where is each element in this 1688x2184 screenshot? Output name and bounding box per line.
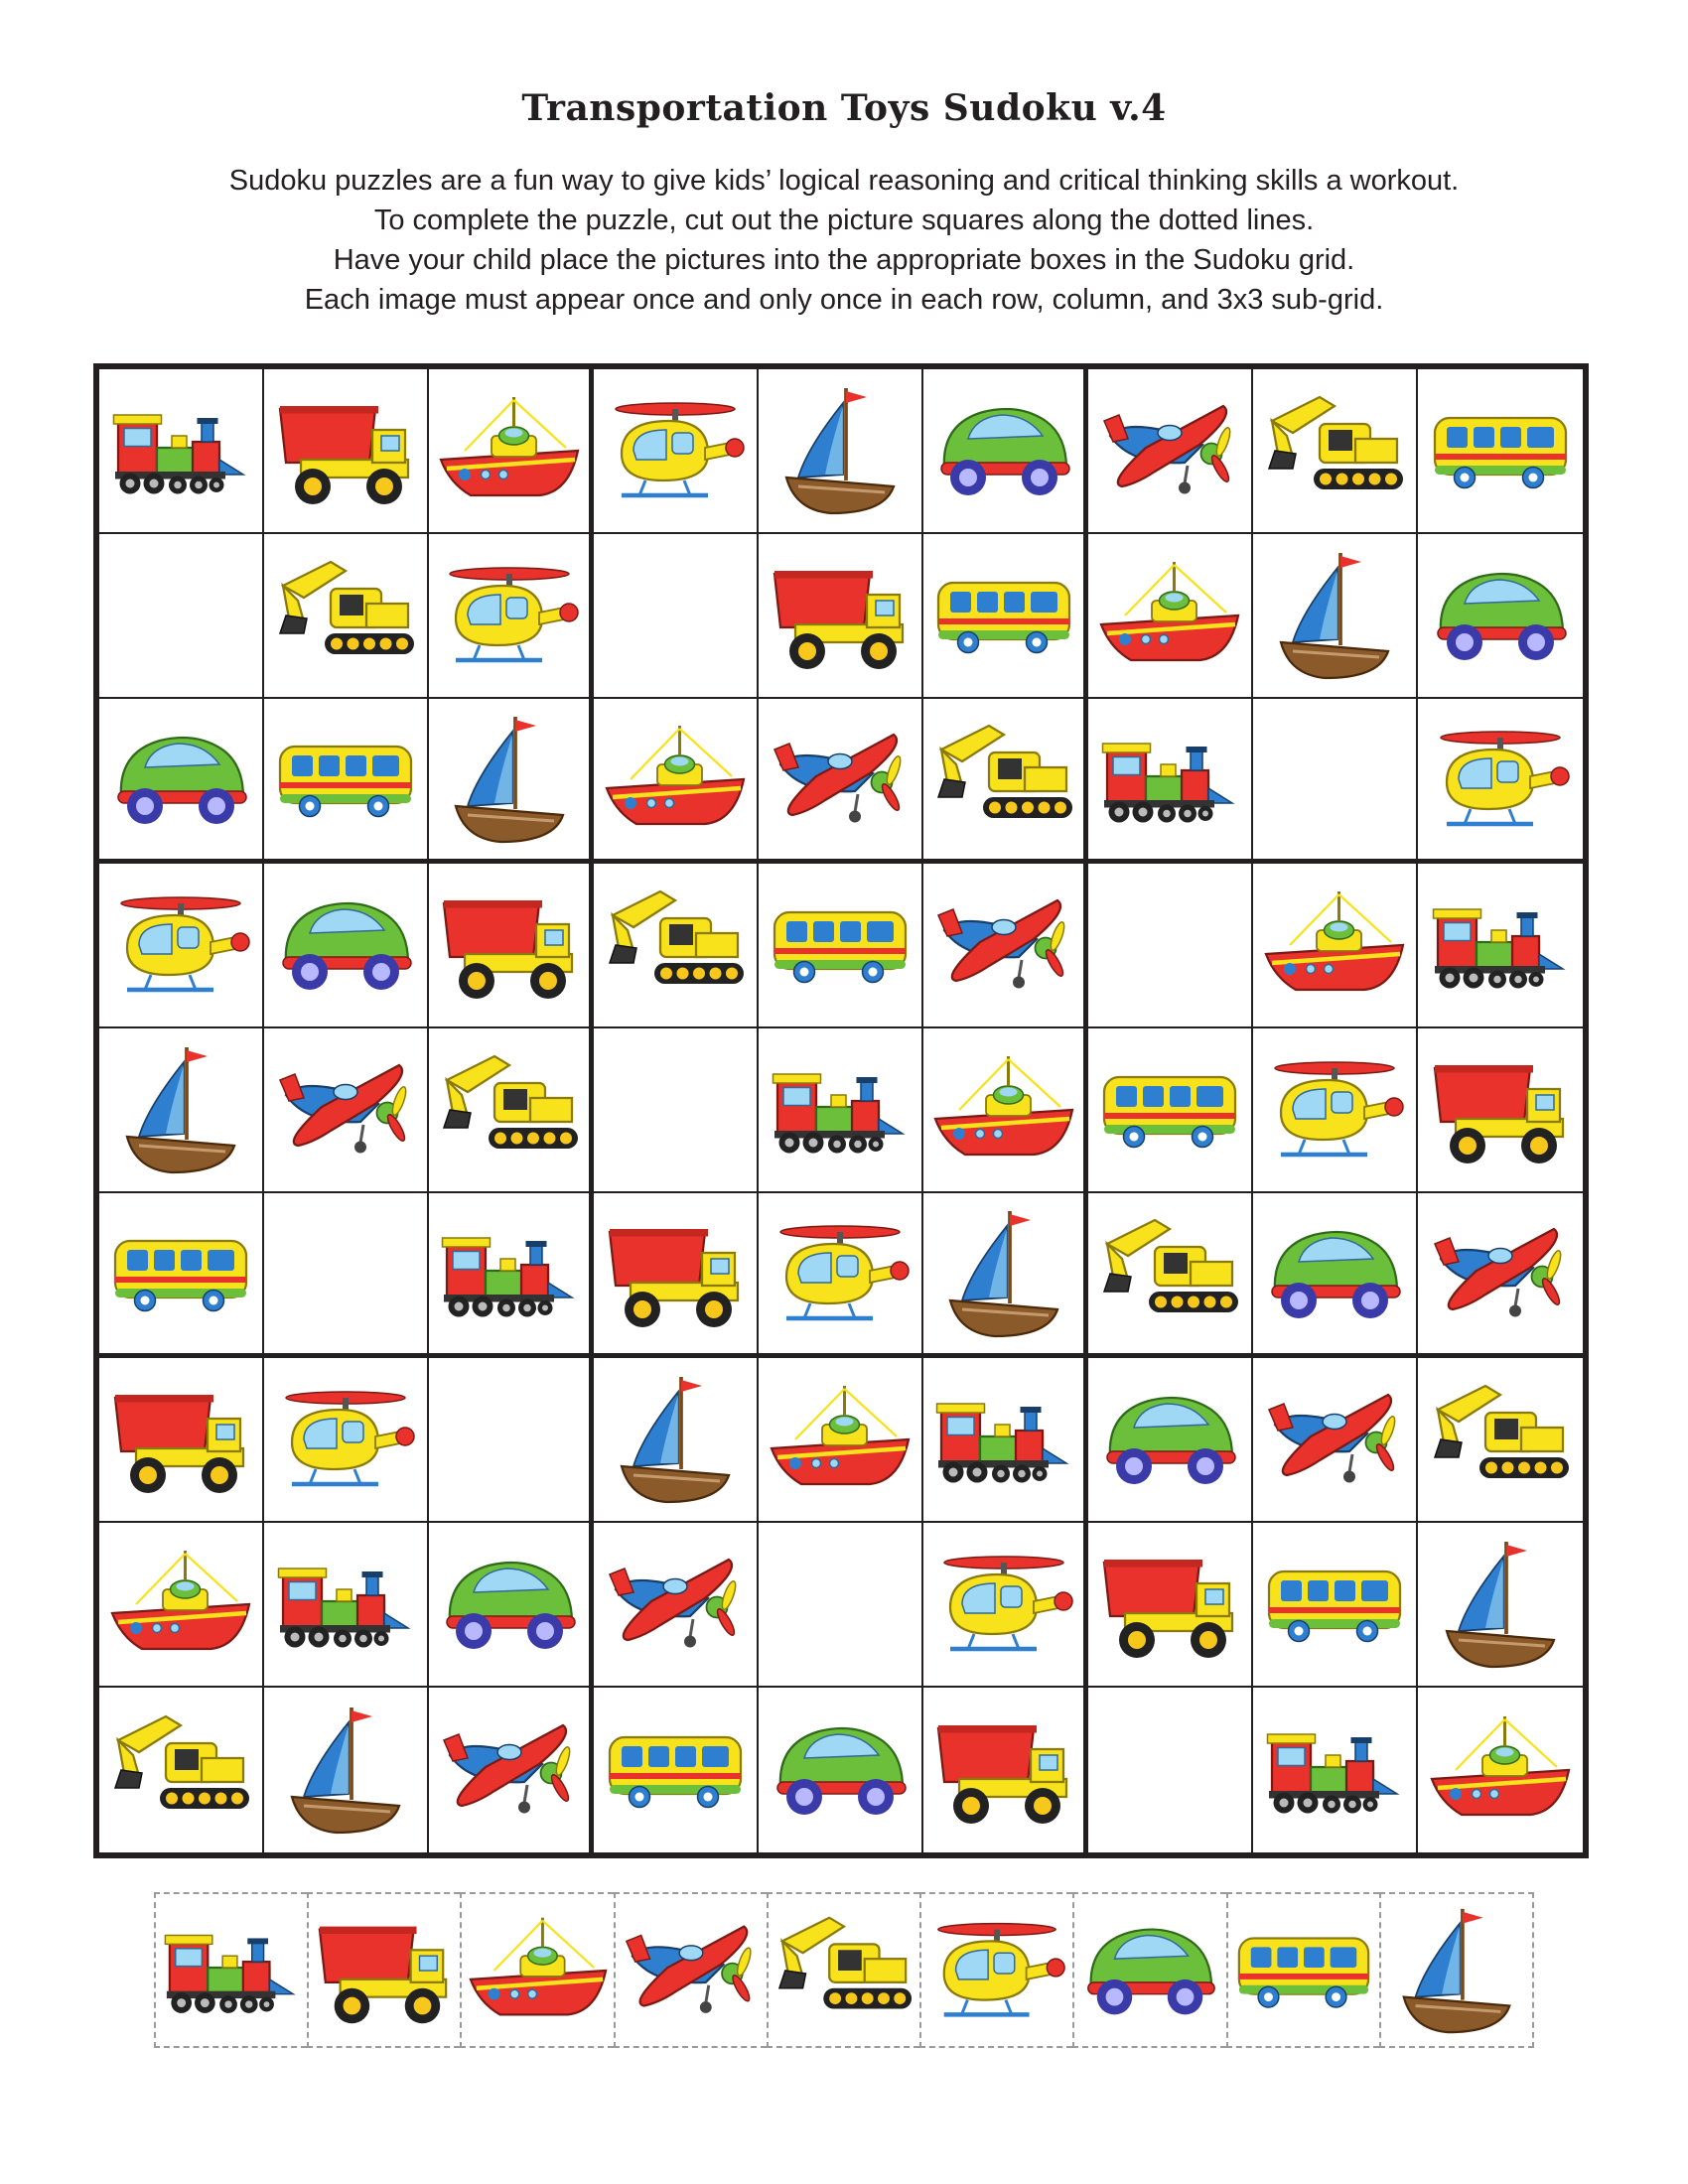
dump-truck-icon <box>435 871 584 1020</box>
grid-cell <box>1088 534 1253 699</box>
dump-truck-icon <box>311 1897 458 2044</box>
sailboat-icon <box>435 705 584 854</box>
grid-cell <box>1253 369 1418 534</box>
ship-icon <box>601 705 750 854</box>
helicopter-icon <box>1260 1035 1409 1184</box>
grid-cell <box>429 1028 594 1193</box>
grid-cell <box>1088 1358 1253 1523</box>
cutout-piece[interactable] <box>614 1892 767 2048</box>
cutout-piece[interactable] <box>460 1892 613 2048</box>
airplane-icon <box>271 1035 420 1184</box>
helicopter-icon <box>766 1199 914 1348</box>
grid-cell <box>759 369 923 534</box>
grid-cell <box>1418 864 1583 1028</box>
grid-cell <box>594 699 759 864</box>
bus-icon <box>271 705 420 854</box>
bus-icon <box>1426 376 1575 525</box>
car-icon <box>1076 1897 1223 2044</box>
helicopter-icon <box>601 376 750 525</box>
grid-cell <box>1253 1688 1418 1852</box>
excavator-icon <box>601 871 750 1020</box>
sudoku-grid <box>93 363 1589 1858</box>
dump-truck-icon <box>766 541 914 690</box>
train-icon <box>929 1365 1078 1514</box>
grid-cell <box>99 369 264 534</box>
grid-cell <box>1418 369 1583 534</box>
bus-icon <box>1230 1897 1377 2044</box>
sailboat-icon <box>1383 1897 1530 2044</box>
excavator-icon <box>1426 1365 1575 1514</box>
grid-cell <box>1418 1523 1583 1688</box>
grid-cell <box>923 1688 1088 1852</box>
grid-cell <box>923 1523 1088 1688</box>
sailboat-icon <box>1426 1530 1575 1679</box>
bus-icon <box>929 541 1078 690</box>
dump-truck-icon <box>106 1365 255 1514</box>
train-icon <box>1095 705 1244 854</box>
empty-grid-cell[interactable] <box>429 1358 594 1523</box>
empty-grid-cell[interactable] <box>99 534 264 699</box>
grid-cell <box>923 534 1088 699</box>
car-icon <box>435 1530 584 1679</box>
empty-grid-cell[interactable] <box>1253 699 1418 864</box>
airplane-icon <box>929 871 1078 1020</box>
grid-cell <box>759 699 923 864</box>
grid-cell <box>923 1358 1088 1523</box>
cutout-piece[interactable] <box>307 1892 460 2048</box>
grid-cell <box>923 369 1088 534</box>
grid-cell <box>1088 1028 1253 1193</box>
instruction-line: Sudoku puzzles are a fun way to give kids’ logical reasoning and critical thinking skills a workout. <box>228 165 1460 197</box>
airplane-icon <box>435 1696 584 1844</box>
grid-cell <box>429 369 594 534</box>
car-icon <box>106 705 255 854</box>
airplane-icon <box>1426 1199 1575 1348</box>
dump-truck-icon <box>929 1696 1078 1844</box>
grid-cell <box>1418 534 1583 699</box>
grid-cell <box>429 864 594 1028</box>
grid-cell <box>1088 1523 1253 1688</box>
ship-icon <box>929 1035 1078 1184</box>
grid-cell <box>99 1193 264 1358</box>
car-icon <box>766 1696 914 1844</box>
dump-truck-icon <box>1426 1035 1575 1184</box>
empty-grid-cell[interactable] <box>759 1523 923 1688</box>
cutout-piece[interactable] <box>1226 1892 1379 2048</box>
excavator-icon <box>929 705 1078 854</box>
bus-icon <box>766 871 914 1020</box>
bus-icon <box>1095 1035 1244 1184</box>
grid-cell <box>1253 1193 1418 1358</box>
sailboat-icon <box>1260 541 1409 690</box>
sailboat-icon <box>766 376 914 525</box>
empty-grid-cell[interactable] <box>594 534 759 699</box>
grid-cell <box>1418 699 1583 864</box>
empty-grid-cell[interactable] <box>1088 864 1253 1028</box>
grid-cell <box>99 864 264 1028</box>
grid-cell <box>923 864 1088 1028</box>
excavator-icon <box>271 541 420 690</box>
airplane-icon <box>601 1530 750 1679</box>
helicopter-icon <box>1426 705 1575 854</box>
dump-truck-icon <box>601 1199 750 1348</box>
grid-cell <box>594 1193 759 1358</box>
grid-cell <box>594 369 759 534</box>
bus-icon <box>106 1199 255 1348</box>
grid-cell <box>759 1193 923 1358</box>
grid-cell <box>923 1193 1088 1358</box>
grid-cell <box>594 1688 759 1852</box>
grid-cell <box>1253 864 1418 1028</box>
helicopter-icon <box>106 871 255 1020</box>
grid-cell <box>264 534 429 699</box>
grid-cell <box>99 1028 264 1193</box>
grid-cell <box>264 1358 429 1523</box>
car-icon <box>271 871 420 1020</box>
cutout-pieces-strip <box>154 1892 1534 2048</box>
grid-cell <box>429 1193 594 1358</box>
grid-cell <box>1253 1028 1418 1193</box>
grid-cell <box>759 864 923 1028</box>
grid-cell <box>1253 534 1418 699</box>
train-icon <box>158 1897 305 2044</box>
grid-cell <box>264 369 429 534</box>
car-icon <box>929 376 1078 525</box>
car-icon <box>1260 1199 1409 1348</box>
sailboat-icon <box>106 1035 255 1184</box>
train-icon <box>271 1530 420 1679</box>
sailboat-icon <box>271 1696 420 1844</box>
grid-cell <box>99 1523 264 1688</box>
grid-cell <box>1418 1193 1583 1358</box>
helicopter-icon <box>923 1897 1070 2044</box>
grid-cell <box>264 1523 429 1688</box>
grid-cell <box>264 699 429 864</box>
grid-cell <box>429 699 594 864</box>
ship-icon <box>1426 1696 1575 1844</box>
grid-cell <box>594 864 759 1028</box>
bus-icon <box>601 1696 750 1844</box>
train-icon <box>106 376 255 525</box>
sailboat-icon <box>929 1199 1078 1348</box>
excavator-icon <box>1095 1199 1244 1348</box>
dump-truck-icon <box>271 376 420 525</box>
grid-cell <box>1088 1193 1253 1358</box>
grid-cell <box>594 1358 759 1523</box>
train-icon <box>1426 871 1575 1020</box>
grid-cell <box>99 1688 264 1852</box>
grid-cell <box>99 1358 264 1523</box>
grid-cell <box>923 1028 1088 1193</box>
grid-cell <box>429 1523 594 1688</box>
cutout-piece[interactable] <box>767 1892 919 2048</box>
train-icon <box>766 1035 914 1184</box>
ship-icon <box>1095 541 1244 690</box>
car-icon <box>1426 541 1575 690</box>
ship-icon <box>766 1365 914 1514</box>
instructions <box>0 161 1688 320</box>
grid-cell <box>1253 1523 1418 1688</box>
sailboat-icon <box>601 1365 750 1514</box>
ship-icon <box>435 376 584 525</box>
car-icon <box>1095 1365 1244 1514</box>
grid-cell <box>1418 1688 1583 1852</box>
train-icon <box>435 1199 584 1348</box>
dump-truck-icon <box>1095 1530 1244 1679</box>
excavator-icon <box>1260 376 1409 525</box>
ship-icon <box>1260 871 1409 1020</box>
grid-cell <box>264 1028 429 1193</box>
excavator-icon <box>771 1897 917 2044</box>
excavator-icon <box>106 1696 255 1844</box>
empty-grid-cell[interactable] <box>264 1193 429 1358</box>
ship-icon <box>106 1530 255 1679</box>
grid-cell <box>1088 699 1253 864</box>
airplane-icon <box>618 1897 765 2044</box>
airplane-icon <box>1095 376 1244 525</box>
airplane-icon <box>1260 1365 1409 1514</box>
cutout-piece[interactable] <box>919 1892 1072 2048</box>
cutout-piece[interactable] <box>1072 1892 1225 2048</box>
grid-cell <box>1418 1028 1583 1193</box>
helicopter-icon <box>435 541 584 690</box>
empty-grid-cell[interactable] <box>594 1028 759 1193</box>
grid-cell <box>429 1688 594 1852</box>
grid-cell <box>759 1358 923 1523</box>
grid-cell <box>1418 1358 1583 1523</box>
helicopter-icon <box>271 1365 420 1514</box>
empty-grid-cell[interactable] <box>1088 1688 1253 1852</box>
excavator-icon <box>435 1035 584 1184</box>
grid-cell <box>759 534 923 699</box>
grid-cell <box>759 1028 923 1193</box>
airplane-icon <box>766 705 914 854</box>
cutout-piece[interactable] <box>1379 1892 1534 2048</box>
grid-cell <box>759 1688 923 1852</box>
grid-cell <box>1088 369 1253 534</box>
grid-cell <box>264 864 429 1028</box>
grid-cell <box>923 699 1088 864</box>
instruction-line: Have your child place the pictures into the appropriate boxes in the Sudoku grid. <box>333 244 1355 276</box>
grid-cell <box>99 699 264 864</box>
grid-cell <box>594 1523 759 1688</box>
cutout-piece[interactable] <box>154 1892 307 2048</box>
grid-cell <box>264 1688 429 1852</box>
ship-icon <box>465 1897 612 2044</box>
instruction-line: To complete the puzzle, cut out the picture squares along the dotted lines. <box>373 205 1315 236</box>
train-icon <box>1260 1696 1409 1844</box>
helicopter-icon <box>929 1530 1078 1679</box>
bus-icon <box>1260 1530 1409 1679</box>
page-title: Transportation Toys Sudoku v.4 <box>521 87 1167 129</box>
grid-cell <box>429 534 594 699</box>
instruction-line: Each image must appear once and only once in each row, column, and 3x3 sub-grid. <box>304 284 1384 316</box>
grid-cell <box>1253 1358 1418 1523</box>
